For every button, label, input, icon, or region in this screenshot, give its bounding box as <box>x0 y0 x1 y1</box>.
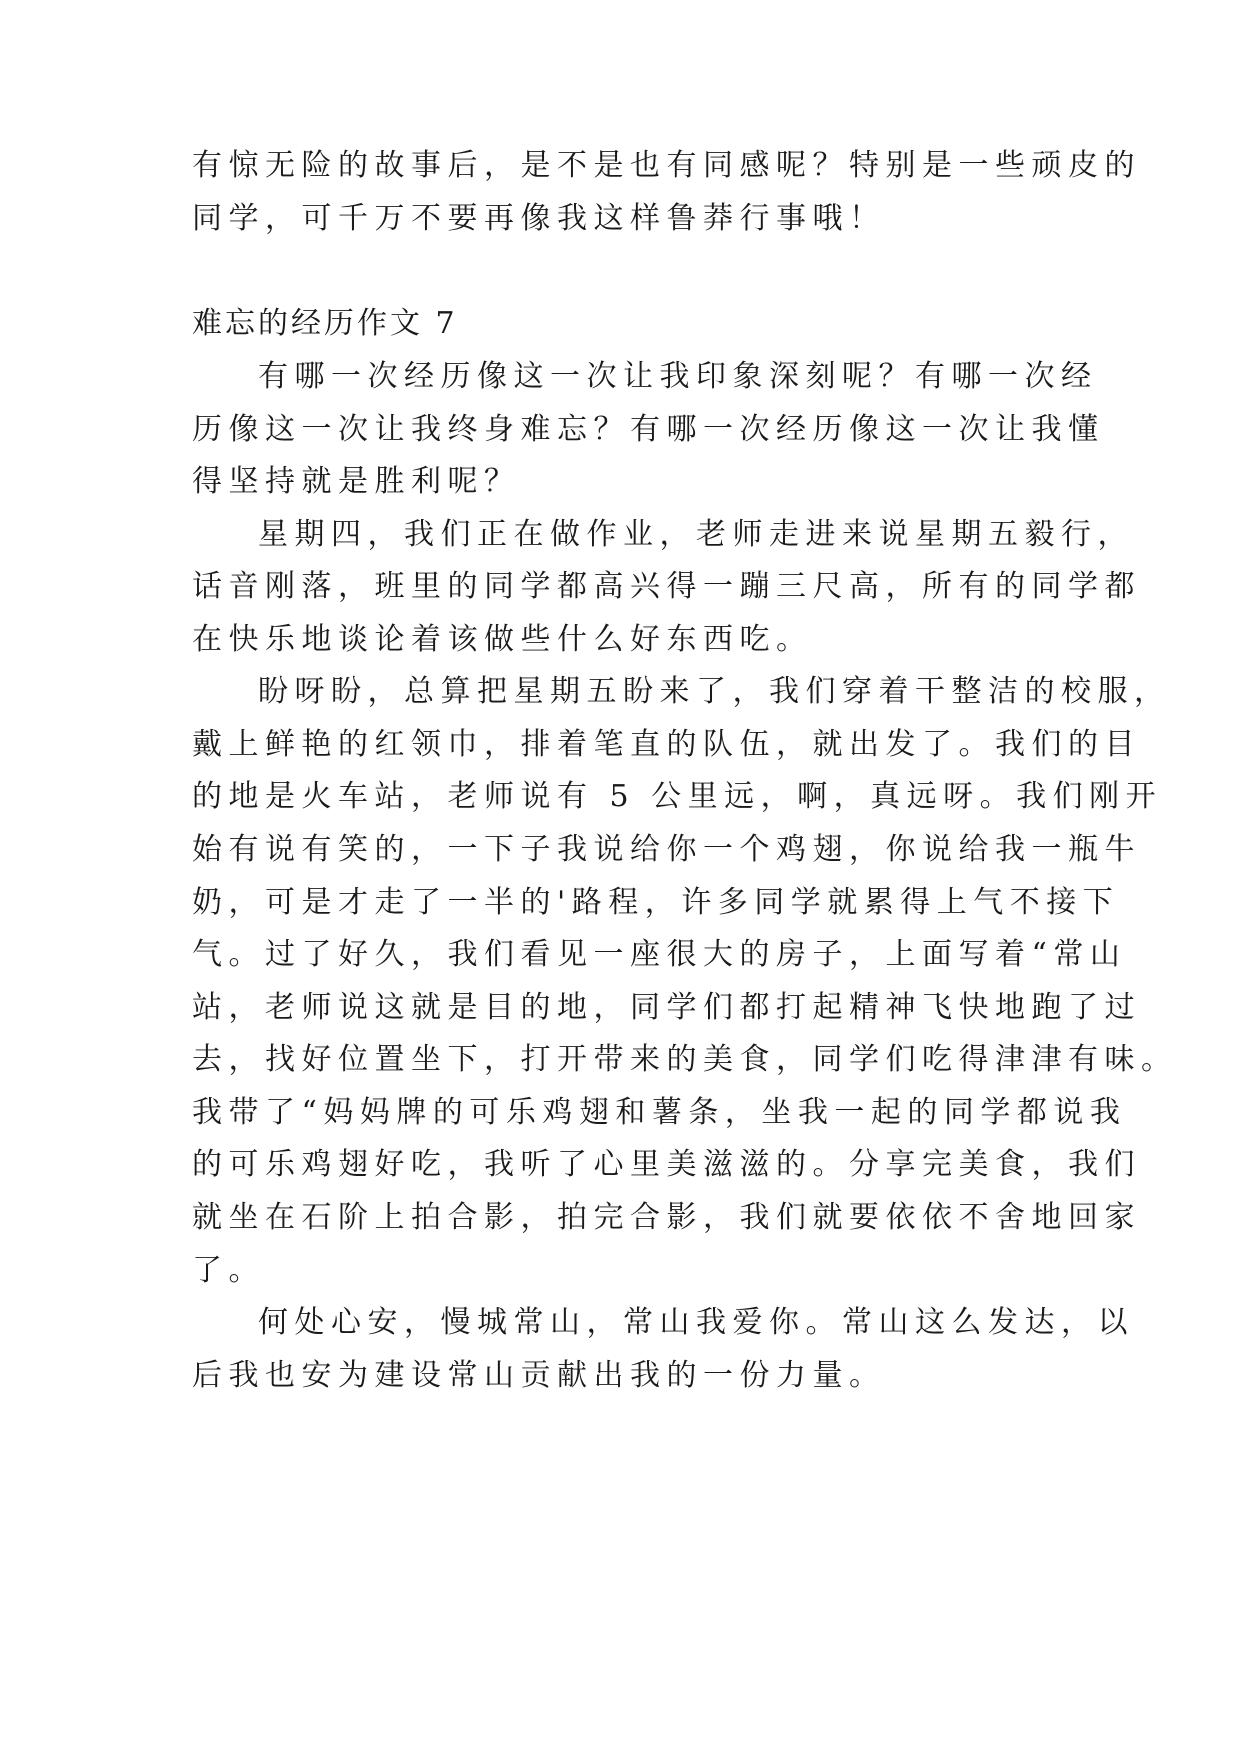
paragraph-3-line-1: 盼呀盼，总算把星期五盼来了，我们穿着干整洁的校服， <box>258 674 1171 709</box>
paragraph-3-line-12: 了。 <box>192 1253 265 1288</box>
paragraph-3-line-9: 我带了“妈妈牌的可乐鸡翅和薯条，坐我一起的同学都说我 <box>192 1095 1127 1130</box>
paragraph-2-line-1: 星期四，我们正在做作业，老师走进来说星期五毅行， <box>258 517 1134 552</box>
section-title: 难忘的经历作文 7 <box>192 306 458 341</box>
paragraph-3-line-3: 的地是火车站，老师说有 5 公里远，啊，真远呀。我们刚开 <box>192 779 1163 814</box>
paragraph-3-line-11: 就坐在石阶上拍合影，拍完合影，我们就要依依不舍地回家 <box>192 1200 1141 1235</box>
paragraph-3-line-7: 站，老师说这就是目的地，同学们都打起精神飞快地跑了过 <box>192 990 1141 1025</box>
paragraph-3-line-4: 始有说有笑的，一下子我说给你一个鸡翅，你说给我一瓶牛 <box>192 832 1141 867</box>
paragraph-4-line-1: 何处心安，慢城常山，常山我爱你。常山这么发达，以 <box>258 1305 1134 1340</box>
paragraph-1-line-2: 历像这一次让我终身难忘？有哪一次经历像这一次让我懂 <box>192 412 1105 447</box>
paragraph-4-line-2: 后我也安为建设常山贡献出我的一份力量。 <box>192 1358 886 1393</box>
intro-line-2: 同学，可千万不要再像我这样鲁莽行事哦！ <box>192 201 886 236</box>
paragraph-3-line-6: 气。过了好久，我们看见一座很大的房子，上面写着“常山 <box>192 937 1127 972</box>
paragraph-3-line-10: 的可乐鸡翅好吃，我听了心里美滋滋的。分享完美食，我们 <box>192 1147 1141 1182</box>
intro-line-1: 有惊无险的故事后，是不是也有同感呢？特别是一些顽皮的 <box>192 148 1141 183</box>
paragraph-1-line-3: 得坚持就是胜利呢？ <box>192 464 521 499</box>
paragraph-1-line-1: 有哪一次经历像这一次让我印象深刻呢？有哪一次经 <box>258 359 1098 394</box>
paragraph-3-line-8: 去，找好位置坐下，打开带来的美食，同学们吃得津津有味。 <box>192 1042 1178 1077</box>
paragraph-2-line-3: 在快乐地谈论着该做些什么好东西吃。 <box>192 622 813 657</box>
paragraph-3-line-2: 戴上鲜艳的红领巾，排着笔直的队伍，就出发了。我们的目 <box>192 727 1141 762</box>
paragraph-3-line-5: 奶，可是才走了一半的'路程，许多同学就累得上气不接下 <box>192 885 1120 920</box>
paragraph-2-line-2: 话音刚落，班里的同学都高兴得一蹦三尺高，所有的同学都 <box>192 569 1141 604</box>
